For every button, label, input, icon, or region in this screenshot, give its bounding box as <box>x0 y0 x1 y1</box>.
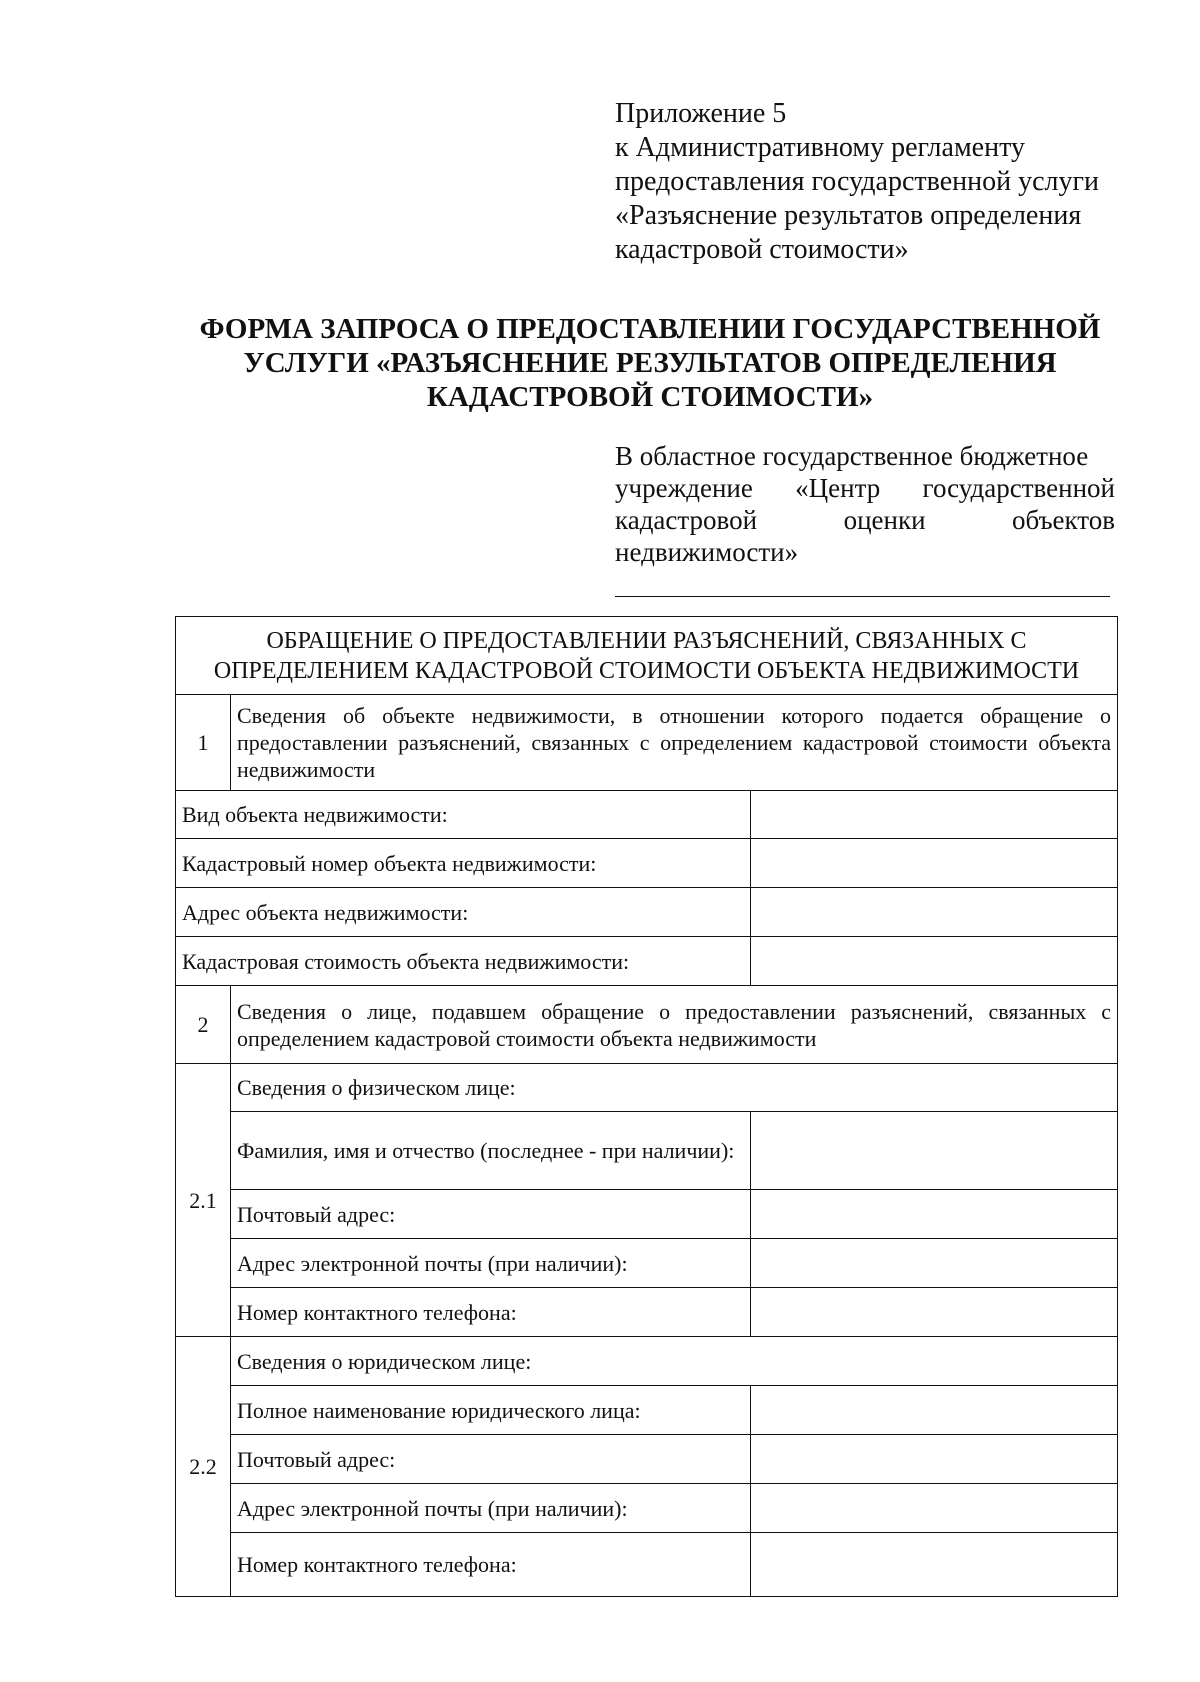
field-label-object-type: Вид объекта недвижимости: <box>176 791 751 839</box>
addressee-word: объектов <box>1012 505 1115 535</box>
addressee-line <box>615 504 1115 536</box>
addressee-word: кадастровой <box>615 505 758 535</box>
appendix-line: предоставления государственной услуги <box>615 166 1099 197</box>
section-2-description: Сведения о лице, подавшем обращение о предоставлении разъяснений, связанных с определением кадастровой стоимости объекта недвижимости <box>231 986 1118 1064</box>
section-number: 2 <box>176 986 231 1064</box>
section-number: 1 <box>176 695 231 791</box>
field-value-object-address[interactable] <box>751 888 1118 937</box>
form-title-line: КАДАСТРОВОЙ СТОИМОСТИ» <box>426 381 874 413</box>
addressee-word: учреждение <box>615 473 753 503</box>
addressee-line <box>615 472 1115 504</box>
appendix-line: «Разъяснение результатов определения <box>615 200 1082 231</box>
appendix-line: кадастровой стоимости» <box>615 234 909 265</box>
field-label-company-email: Адрес электронной почты (при наличии): <box>231 1484 751 1533</box>
field-value-postal-address[interactable] <box>751 1190 1118 1239</box>
addressee-text: В областное государственное бюджетное <box>615 441 1089 471</box>
field-label-object-address: Адрес объекта недвижимости: <box>176 888 751 937</box>
field-value-cadastral-value[interactable] <box>751 937 1118 986</box>
section-2-2-heading: Сведения о юридическом лице: <box>231 1337 1118 1386</box>
form-title <box>150 312 1150 414</box>
addressee-word: «Центр <box>795 473 881 503</box>
field-label-phone: Номер контактного телефона: <box>231 1288 751 1337</box>
field-label-full-name: Фамилия, имя и отчество (последнее - при наличии): <box>231 1112 751 1190</box>
section-number: 2.2 <box>176 1337 231 1597</box>
appendix-block <box>615 97 1135 267</box>
field-label-company-phone: Номер контактного телефона: <box>231 1533 751 1597</box>
field-value-phone[interactable] <box>751 1288 1118 1337</box>
field-value-company-name[interactable] <box>751 1386 1118 1435</box>
field-value-object-type[interactable] <box>751 791 1118 839</box>
field-value-email[interactable] <box>751 1239 1118 1288</box>
field-value-full-name[interactable] <box>751 1112 1118 1190</box>
field-label-postal-address: Почтовый адрес: <box>231 1190 751 1239</box>
addressee-word: государственной <box>922 473 1115 503</box>
field-label-email: Адрес электронной почты (при наличии): <box>231 1239 751 1288</box>
appendix-line: к Административному регламенту <box>615 132 1025 163</box>
field-value-company-email[interactable] <box>751 1484 1118 1533</box>
form-title-line: УСЛУГИ «РАЗЪЯСНЕНИЕ РЕЗУЛЬТАТОВ ОПРЕДЕЛЕНИЯ <box>243 347 1057 379</box>
appendix-line: Приложение 5 <box>615 98 787 129</box>
blank-signature-line <box>615 596 1110 597</box>
field-label-company-name: Полное наименование юридического лица: <box>231 1386 751 1435</box>
section-1-description: Сведения об объекте недвижимости, в отношении которого подается обращение о предоставлении разъяснений, связанных с определением кадастровой стоимости объекта недвижимости <box>231 695 1118 791</box>
form-header: ОБРАЩЕНИЕ О ПРЕДОСТАВЛЕНИИ РАЗЪЯСНЕНИЙ, СВЯЗАННЫХ С ОПРЕДЕЛЕНИЕМ КАДАСТРОВОЙ СТОИМОСТИ ОБЪЕКТА НЕДВИЖИМОСТИ <box>176 617 1118 695</box>
field-value-company-phone[interactable] <box>751 1533 1118 1597</box>
section-2-1-heading: Сведения о физическом лице: <box>231 1064 1118 1112</box>
field-label-company-postal-address: Почтовый адрес: <box>231 1435 751 1484</box>
field-value-company-postal-address[interactable] <box>751 1435 1118 1484</box>
addressee-word: оценки <box>843 505 926 535</box>
request-form-table <box>175 616 1118 1597</box>
form-title-line: ФОРМА ЗАПРОСА О ПРЕДОСТАВЛЕНИИ ГОСУДАРСТВЕННОЙ <box>199 313 1101 345</box>
field-label-cadastral-value: Кадастровая стоимость объекта недвижимости: <box>176 937 751 986</box>
addressee-line: недвижимости» <box>615 537 799 567</box>
addressee-block <box>615 440 1115 568</box>
addressee-line <box>615 440 1115 472</box>
field-label-cadastral-number: Кадастровый номер объекта недвижимости: <box>176 839 751 888</box>
field-value-cadastral-number[interactable] <box>751 839 1118 888</box>
section-number: 2.1 <box>176 1064 231 1337</box>
